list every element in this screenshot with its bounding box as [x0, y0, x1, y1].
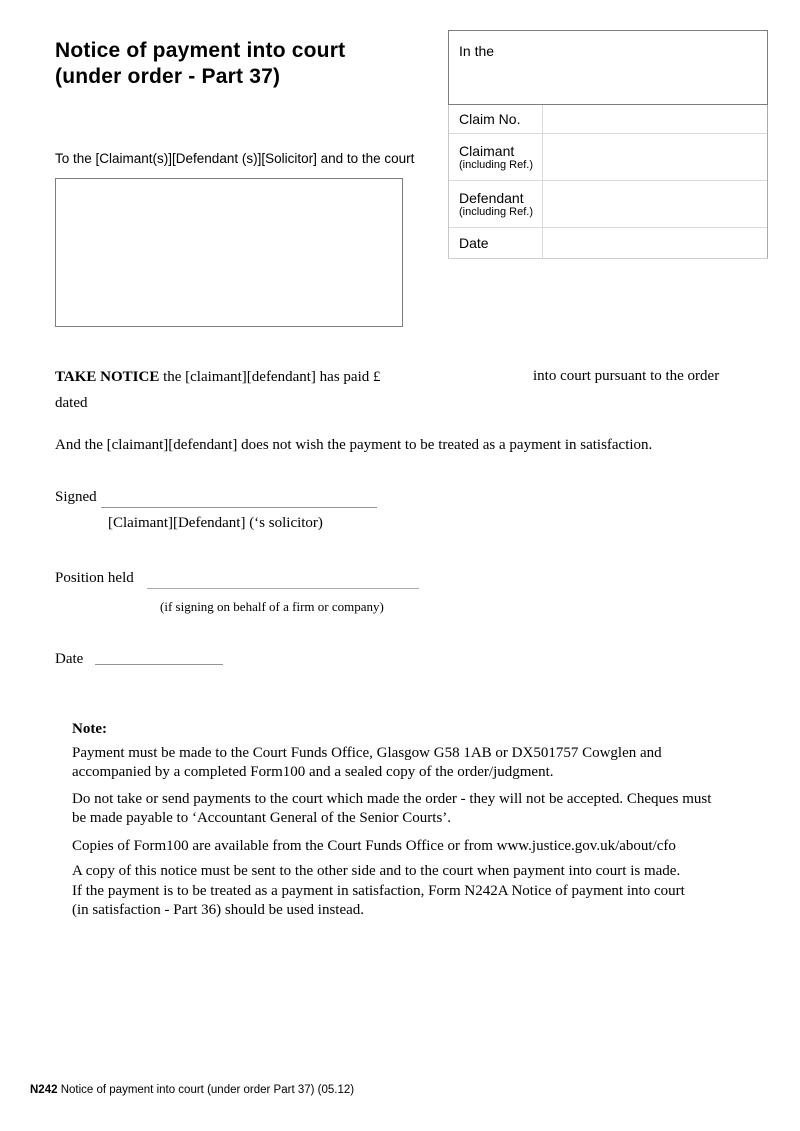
- dated-label: dated: [55, 395, 88, 411]
- addressee-label: To the [Claimant(s)][Defendant (s)][Solicitor] and to the court: [55, 151, 415, 166]
- row-label: Claimant: [459, 142, 515, 159]
- note-line: accompanied by a completed Form100 and a sealed copy of the order/judgment.: [72, 764, 554, 780]
- case-details-table: [448, 30, 768, 259]
- note-paragraph: [72, 790, 770, 829]
- after-amount-text: into court pursuant to the order: [533, 368, 720, 384]
- table-row: [449, 228, 767, 258]
- note-line: A copy of this notice must be sent to the other side and to the court when payment into court is made.: [72, 863, 681, 879]
- form-footer: [30, 1084, 354, 1096]
- position-caption: (if signing on behalf of a firm or company): [160, 599, 384, 614]
- claimant-label-cell: [449, 134, 543, 180]
- row-sublabel: (including Ref.): [459, 158, 533, 171]
- note-line: Copies of Form100 are available from the Court Funds Office or from www.justice.gov.uk/about/cfo: [72, 837, 676, 854]
- court-name-cell[interactable]: [448, 30, 768, 105]
- page-title-line1: Notice of payment into court: [55, 39, 346, 62]
- claim-no-field[interactable]: [543, 105, 767, 133]
- table-row: [449, 105, 767, 134]
- dated-field[interactable]: [91, 393, 241, 407]
- note-line: If the payment is to be treated as a payment in satisfaction, Form N242A Notice of payment into court: [72, 882, 685, 899]
- signed-signature-field[interactable]: [101, 489, 377, 508]
- note-line: (in satisfaction - Part 36) should be used instead.: [72, 902, 365, 918]
- position-held-field[interactable]: [147, 570, 419, 589]
- note-heading: Note:: [72, 721, 107, 737]
- page-title-line2: (under order - Part 37): [55, 65, 281, 88]
- note-paragraph: [72, 837, 770, 857]
- table-row: [449, 181, 767, 228]
- table-row: [449, 134, 767, 181]
- row-label: Date: [459, 235, 489, 251]
- note-paragraph: [72, 744, 770, 783]
- defendant-label-cell: [449, 181, 543, 227]
- case-rows: [448, 105, 768, 259]
- date-header-field[interactable]: [543, 228, 767, 258]
- claim-no-label-cell: [449, 105, 543, 133]
- date-field[interactable]: [95, 646, 223, 665]
- claimant-field[interactable]: [543, 134, 767, 180]
- signed-label: Signed: [55, 489, 97, 505]
- row-label: Defendant: [459, 189, 524, 206]
- signed-caption: [Claimant][Defendant] (‘s solicitor): [108, 515, 323, 531]
- note-paragraph: [72, 862, 770, 921]
- addressee-box[interactable]: [55, 178, 403, 327]
- row-label: Claim No.: [459, 111, 521, 127]
- take-notice-line: [55, 367, 767, 387]
- satisfaction-line: And the [claimant][defendant] does not wish the payment to be treated as a payment in satisfaction.: [55, 437, 653, 453]
- defendant-field[interactable]: [543, 181, 767, 227]
- in-the-label: In the: [459, 43, 495, 59]
- position-held-label: Position held: [55, 570, 134, 586]
- page-title: [55, 38, 345, 90]
- amount-field[interactable]: [380, 367, 448, 381]
- note-line: Payment must be made to the Court Funds Office, Glasgow G58 1AB or DX501757 Cowglen and: [72, 744, 662, 761]
- date-label-cell: [449, 228, 543, 258]
- take-notice-bold: TAKE NOTICE: [55, 369, 160, 385]
- row-sublabel: (including Ref.): [459, 205, 533, 218]
- date-label: Date: [55, 651, 84, 667]
- note-section: [72, 720, 770, 921]
- take-notice-rest: the [claimant][defendant] has paid £: [159, 369, 381, 385]
- note-line: Do not take or send payments to the court which made the order - they will not be accepted. Cheques must: [72, 790, 712, 807]
- footer-caption: Notice of payment into court (under order Part 37) (05.12): [57, 1084, 355, 1096]
- dated-row: [55, 393, 241, 413]
- form-code: N242: [30, 1084, 58, 1096]
- note-line: be made payable to ‘Accountant General of the Senior Courts’.: [72, 810, 452, 826]
